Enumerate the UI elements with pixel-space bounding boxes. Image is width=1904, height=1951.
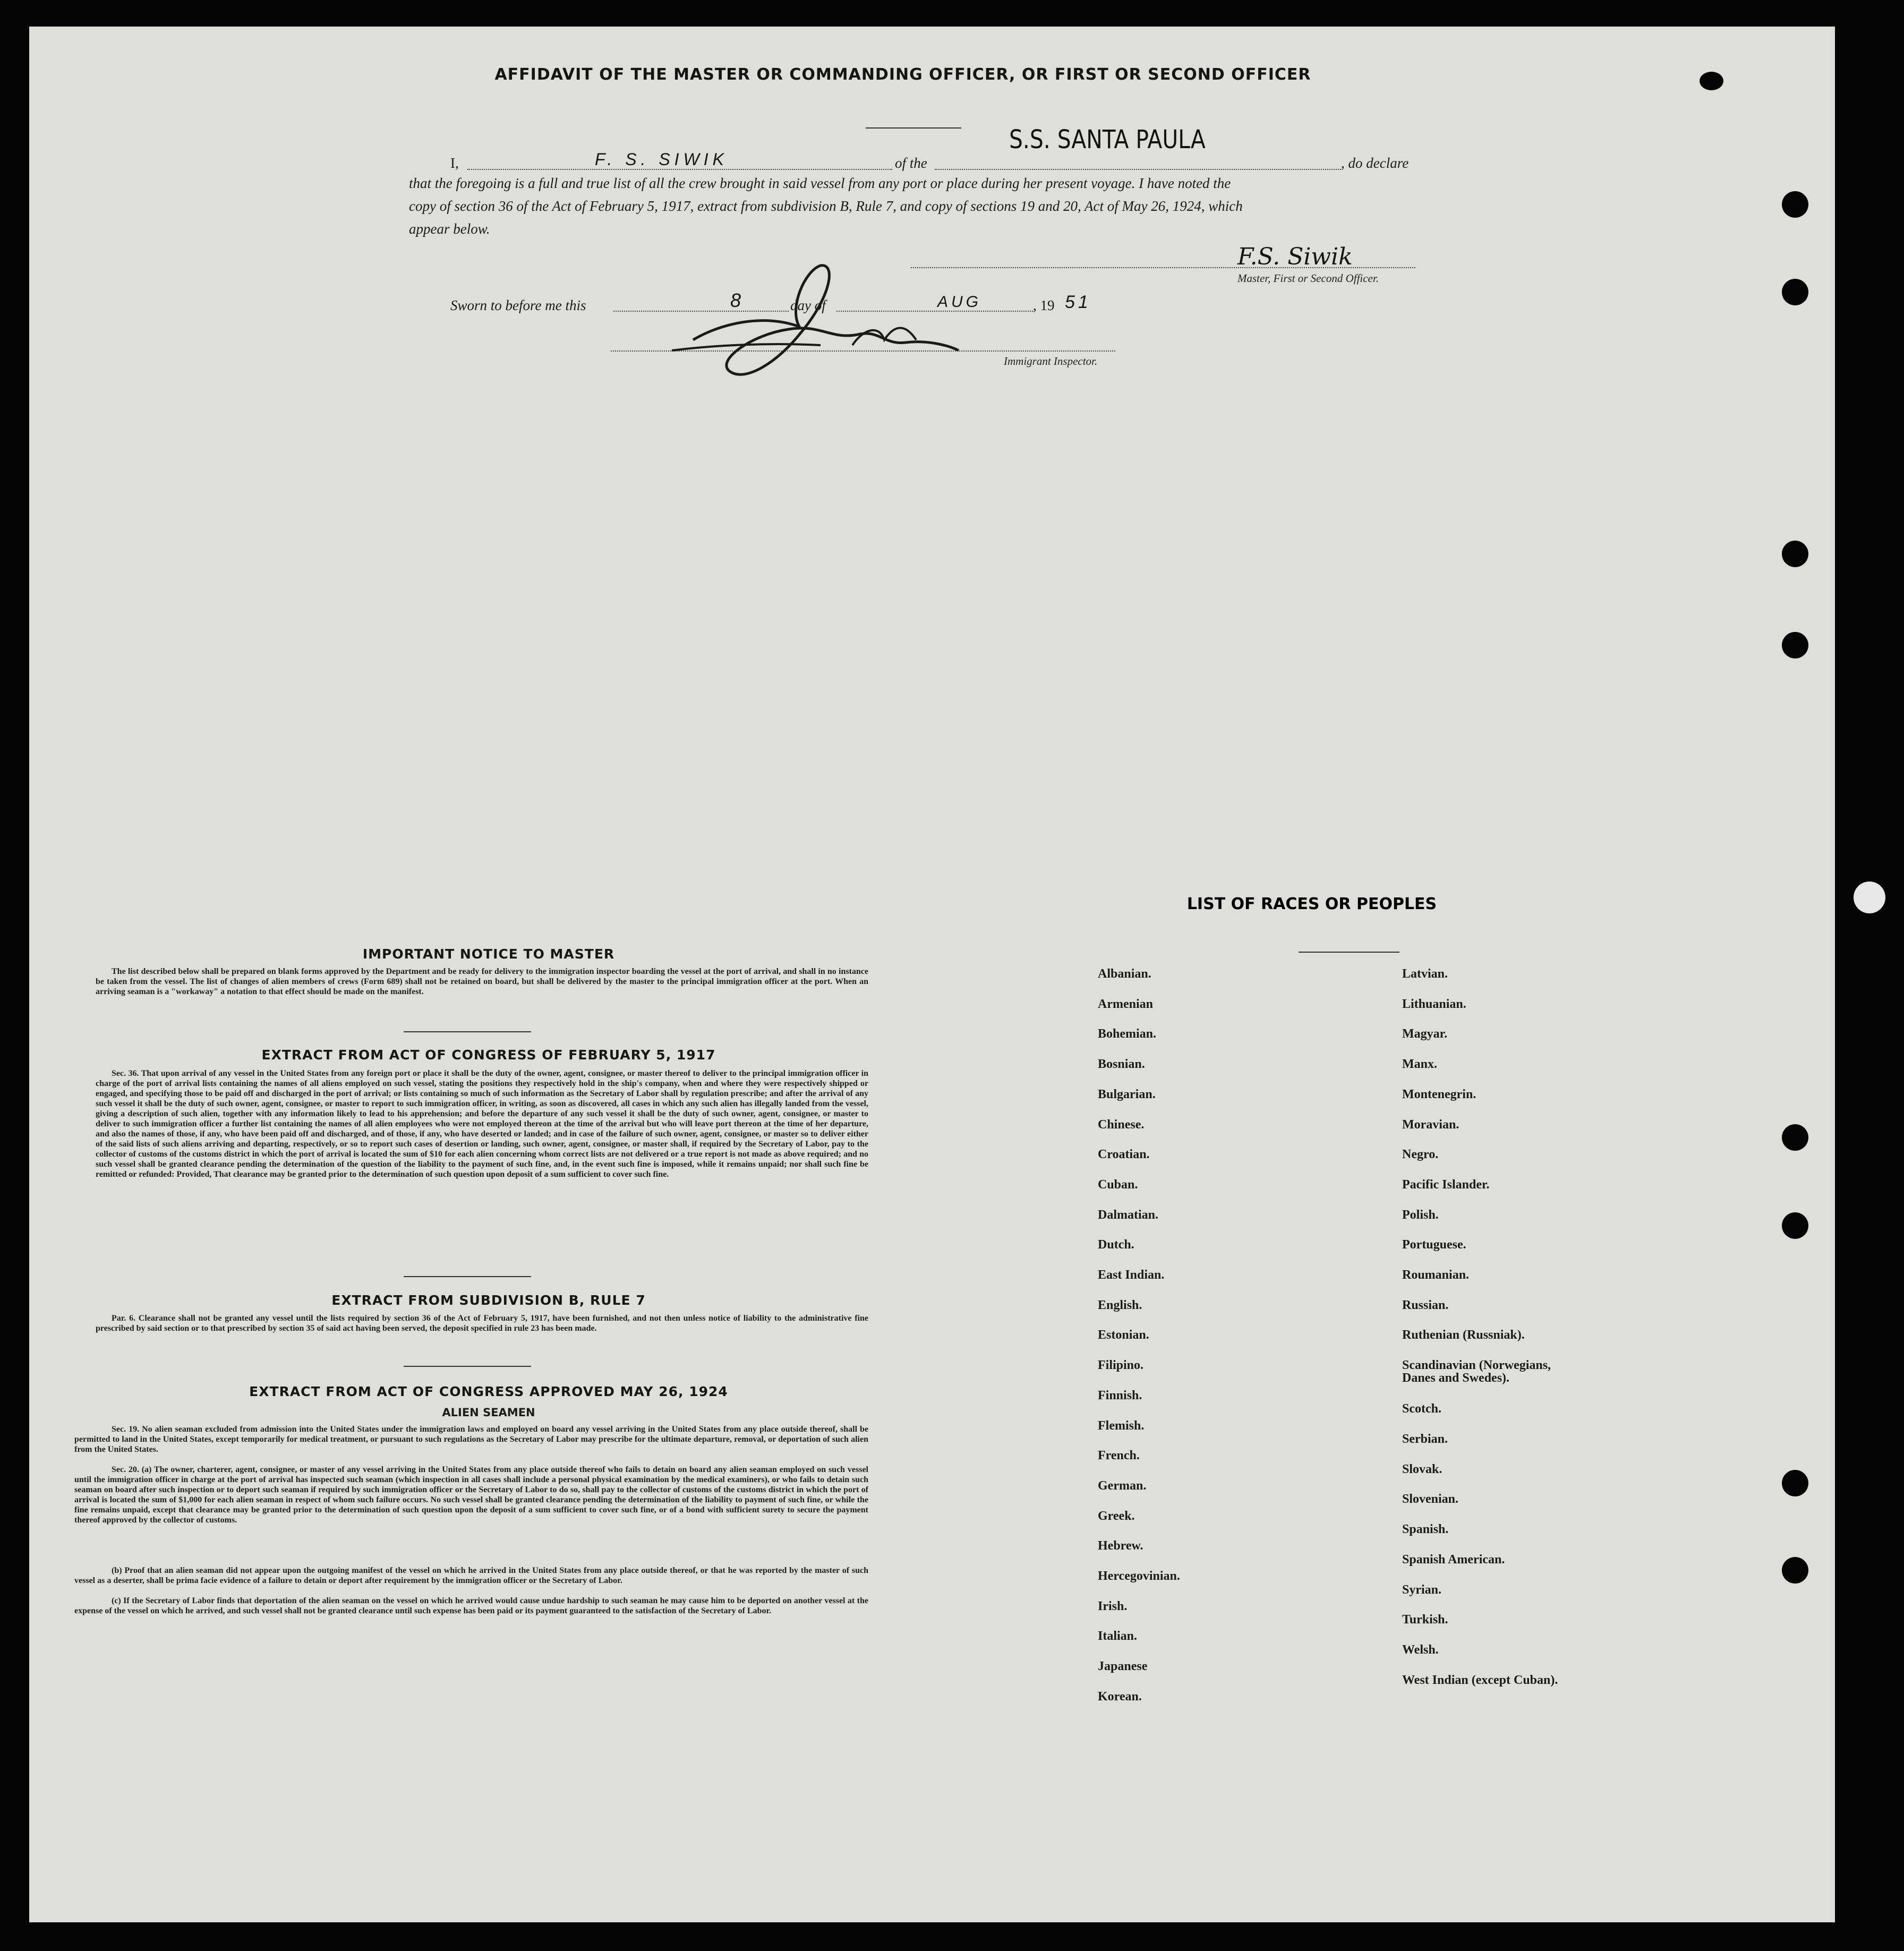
punch-hole	[1782, 632, 1808, 658]
ship-name-stamp: S.S. SANTA PAULA	[1009, 125, 1206, 155]
race-item: Finnish.	[1098, 1389, 1142, 1402]
race-item: Flemish.	[1098, 1419, 1145, 1433]
declaration-line-2: that the foregoing is a full and true list of all the crew brought in said vessel from any port or place during her present voyage. I have noted the	[409, 175, 1231, 191]
year-prefix: , 19	[1033, 297, 1055, 313]
race-item: English.	[1098, 1298, 1142, 1312]
sworn-month: AUG	[937, 293, 982, 311]
divider	[1299, 952, 1399, 953]
declaration-prefix: I,	[450, 155, 459, 171]
race-item: Korean.	[1098, 1690, 1142, 1704]
sworn-day: 8	[730, 289, 741, 311]
race-item: Moravian.	[1402, 1118, 1459, 1132]
notice-body: The list described below shall be prepared on blank forms approved by the Department and be ready for delivery to the immigration inspector boarding the vessel at the port of arrival, and shall in no instance be taken from the vessel. The list of changes of alien members of crews (Form 689) shall not be retained on board, but shall be delivered by the master to the principal immigration officer at the port. When an arriving seaman is a "workaway" a notation to that effect should be made on the manifest.	[96, 967, 868, 996]
race-item: Italian.	[1098, 1629, 1138, 1643]
race-item: French.	[1098, 1449, 1140, 1462]
race-item: Russian.	[1402, 1298, 1449, 1312]
race-item: Japanese	[1098, 1659, 1148, 1673]
divider	[404, 1366, 531, 1367]
race-item: Welsh.	[1402, 1643, 1439, 1657]
rule-7-body: Par. 6. Clearance shall not be granted any vessel until the lists required by section 36 of the Act of February 5, 1917, have been furnished, and not then unless notice of liability to the administrative fine prescribed by said section or to that prescribed by section 35 of said act having been served, the deposit specified in rule 23 has been made.	[96, 1314, 868, 1333]
master-signature: F.S. Siwik	[1237, 243, 1353, 270]
race-item: Irish.	[1098, 1599, 1128, 1613]
race-item: Estonian.	[1098, 1328, 1149, 1342]
notice-title: IMPORTANT NOTICE TO MASTER	[362, 946, 615, 962]
divider	[404, 1031, 531, 1032]
punch-hole	[1782, 191, 1808, 218]
race-item: Greek.	[1098, 1509, 1135, 1523]
race-item: Spanish.	[1402, 1522, 1449, 1536]
sworn-label: Sworn to before me this	[450, 297, 586, 313]
punch-hole	[1782, 1470, 1808, 1496]
race-item: Armenian	[1098, 997, 1153, 1011]
divider	[866, 127, 961, 129]
race-item: Spanish American.	[1402, 1553, 1505, 1567]
race-item: Filipino.	[1098, 1358, 1144, 1372]
race-item: West Indian (except Cuban).	[1402, 1673, 1558, 1687]
race-item: Portuguese.	[1402, 1238, 1466, 1252]
race-item: Dutch.	[1098, 1238, 1134, 1252]
day-of-label: day of	[790, 297, 826, 313]
race-item: Bulgarian.	[1098, 1088, 1156, 1101]
race-item: Chinese.	[1098, 1118, 1145, 1132]
race-item: Turkish.	[1402, 1613, 1448, 1627]
race-item: Dalmatian.	[1098, 1208, 1158, 1222]
divider	[404, 1276, 531, 1277]
punch-hole	[1782, 1124, 1808, 1151]
declaration-line-4: appear below.	[409, 221, 490, 237]
section-20c-body: (c) If the Secretary of Labor finds that deportation of the alien seaman on the vessel on which he arrived would cause undue hardship to such seaman he may cause him to be deported on another vessel at the expense of the vessel on which he arrived, and such vessel shall not be granted clearance until such expense has been paid or its payment guaranteed to the satisfaction of the Secretary of Labor.	[74, 1596, 868, 1615]
extract-1924-title: EXTRACT FROM ACT OF CONGRESS APPROVED MAY 26, 1924	[249, 1384, 728, 1399]
section-19-body: Sec. 19. No alien seaman excluded from admission into the United States under the immigration laws and employed on board any vessel arriving in the United States from any place outside thereof, shall be permitted to land in the United States, except temporarily for medical treatment, or pursuant to such regulations as the Secretary of Labor may prescribe for the ultimate departure, removal, or deportation of such alien from the United States.	[74, 1425, 868, 1454]
race-item: Bosnian.	[1098, 1057, 1145, 1071]
extract-1917-title: EXTRACT FROM ACT OF CONGRESS OF FEBRUARY 5, 1917	[261, 1047, 716, 1063]
race-item: Slovak.	[1402, 1462, 1442, 1476]
sworn-year: 51	[1065, 292, 1091, 312]
race-item: Bohemian.	[1098, 1027, 1157, 1041]
race-item: Scandinavian (Norwegians, Danes and Swedes).	[1402, 1358, 1551, 1385]
race-item: Magyar.	[1402, 1027, 1448, 1041]
race-item: Manx.	[1402, 1057, 1437, 1071]
race-item: Montenegrin.	[1402, 1088, 1476, 1101]
race-item: Latvian.	[1402, 967, 1448, 981]
race-item: Ruthenian (Russniak).	[1402, 1328, 1525, 1342]
inspector-caption: Immigrant Inspector.	[1004, 355, 1098, 367]
master-name: F. S. SIWIK	[595, 150, 728, 169]
punch-hole	[1782, 1212, 1808, 1239]
race-item: Scotch.	[1402, 1402, 1441, 1416]
race-item: Lithuanian.	[1402, 997, 1466, 1011]
race-item: Syrian.	[1402, 1583, 1442, 1597]
master-caption: Master, First or Second Officer.	[1237, 272, 1379, 285]
race-item: Serbian.	[1402, 1432, 1448, 1446]
race-item: Hebrew.	[1098, 1539, 1143, 1553]
punch-hole	[1782, 279, 1808, 305]
race-item: Roumanian.	[1402, 1268, 1470, 1282]
punch-hole	[1854, 882, 1885, 913]
race-item: Polish.	[1402, 1208, 1439, 1222]
race-item: Hercegovinian.	[1098, 1569, 1180, 1583]
race-item: Slovenian.	[1402, 1492, 1459, 1506]
race-item: Negro.	[1402, 1148, 1439, 1161]
vessel-field-line	[935, 169, 1341, 170]
declaration-line-3: copy of section 36 of the Act of February 5, 1917, extract from subdivision B, Rule 7, and copy of sections 19 and 20, Act of May 26, 1924, which	[409, 198, 1243, 214]
of-the-label: of the	[895, 155, 927, 171]
inspector-signature-scribble	[629, 250, 969, 393]
section-20b-body: (b) Proof that an alien seaman did not appear upon the outgoing manifest of the vessel on which he arrived in the United States from any place outside thereof, or that he was reported by the master of such vessel as a deserter, shall be prima facie evidence of a failure to detain or deport after requirement by the immigration officer or the Secretary of Labor.	[74, 1566, 868, 1585]
do-declare-label: , do declare	[1341, 155, 1409, 171]
race-item: East Indian.	[1098, 1268, 1165, 1282]
race-item: Croatian.	[1098, 1148, 1150, 1161]
punch-hole	[1782, 1557, 1808, 1584]
extract-1924-subtitle: ALIEN SEAMEN	[442, 1406, 535, 1419]
section-20a-body: Sec. 20. (a) The owner, charterer, agent, consignee, or master of any vessel arriving in the United States from any place outside thereof who fails to detain on board any alien seaman employed on such vessel until the immigration officer in charge at the port of arrival has inspected such seaman (which inspection in all cases shall include a personal physical examination by the medical examiners), or who fails to detain such seaman on board after such inspection or to deport such seaman if required by such immigration officer or the Secretary of Labor to do so, shall pay to the collector of customs of the customs district in which the port of arrival is located the sum of $1,000 for each alien seaman in respect of whom such failure occurs. No such vessel shall be granted clearance pending the determination of the liability to payment of such fine, or while the fine remains unpaid, except that clearance may be granted prior to the determination of such question upon the deposit of a sum sufficient to cover such fine, or of a bond with sufficient surety to secure the payment thereof approved by the collector of customs.	[74, 1465, 868, 1525]
race-item: Pacific Islander.	[1402, 1178, 1490, 1192]
rule-7-title: EXTRACT FROM SUBDIVISION B, RULE 7	[331, 1293, 646, 1308]
races-title: LIST OF RACES OR PEOPLES	[1186, 895, 1437, 913]
punch-hole	[1782, 541, 1808, 567]
affidavit-title: AFFIDAVIT OF THE MASTER OR COMMANDING OFFICER, OR FIRST OR SECOND OFFICER	[494, 65, 1311, 84]
extract-1917-body: Sec. 36. That upon arrival of any vessel in the United States from any foreign port or place it shall be the duty of the owner, agent, consignee, or master thereof to deliver to the principal immigration officer in charge of the port of arrival lists containing the names of all aliens employed on such vessel, stating the positions they respectively hold in the ship's company, when and where they were respectively shipped or engaged, and specifying those to be paid off and discharged in the port of arrival; or lists containing so much of such information as the Secretary of Labor shall by regulation prescribe; and after the arrival of any such vessel it shall be the duty of such owner, agent, consignee, or master to report to such immigration officer, in writing, as soon as discovered, all cases in which any such alien has illegally landed from the vessel, giving a description of such alien, together with any information likely to lead to his apprehension; and before the departure of any such vessel it shall be the duty of such owner, agent, consignee, or master to deliver to such immigration officer a further list containing the names of all alien employees who were not employed thereon at the time of the arrival but who will leave port thereon at the time of her departure, and also the names of those, if any, who have been paid off and discharged, and of those, if any, who have deserted or landed; and in case of the failure of such owner, agent, consignee, or master so to deliver either of the said lists of such aliens arriving and departing, respectively, or so to report such cases of desertion or landing, such owner, agent, consignee, or master shall, if required by the Secretary of Labor, pay to the collector of customs of the customs district in which the port of arrival is located the sum of $10 for each alien concerning whom correct lists are not delivered or a true report is not made as above required; and no such vessel shall be granted clearance pending the determination of the question of the liability to the payment of such fine, and, in the event such fine is imposed, while it remains unpaid; nor shall such fine be remitted or refunded: Provided, That clearance may be granted prior to the determination of such question upon deposit of a sum sufficient to cover such fine.	[96, 1069, 868, 1179]
race-item: Albanian.	[1098, 967, 1151, 981]
race-item: Cuban.	[1098, 1178, 1138, 1192]
race-item: German.	[1098, 1479, 1147, 1493]
